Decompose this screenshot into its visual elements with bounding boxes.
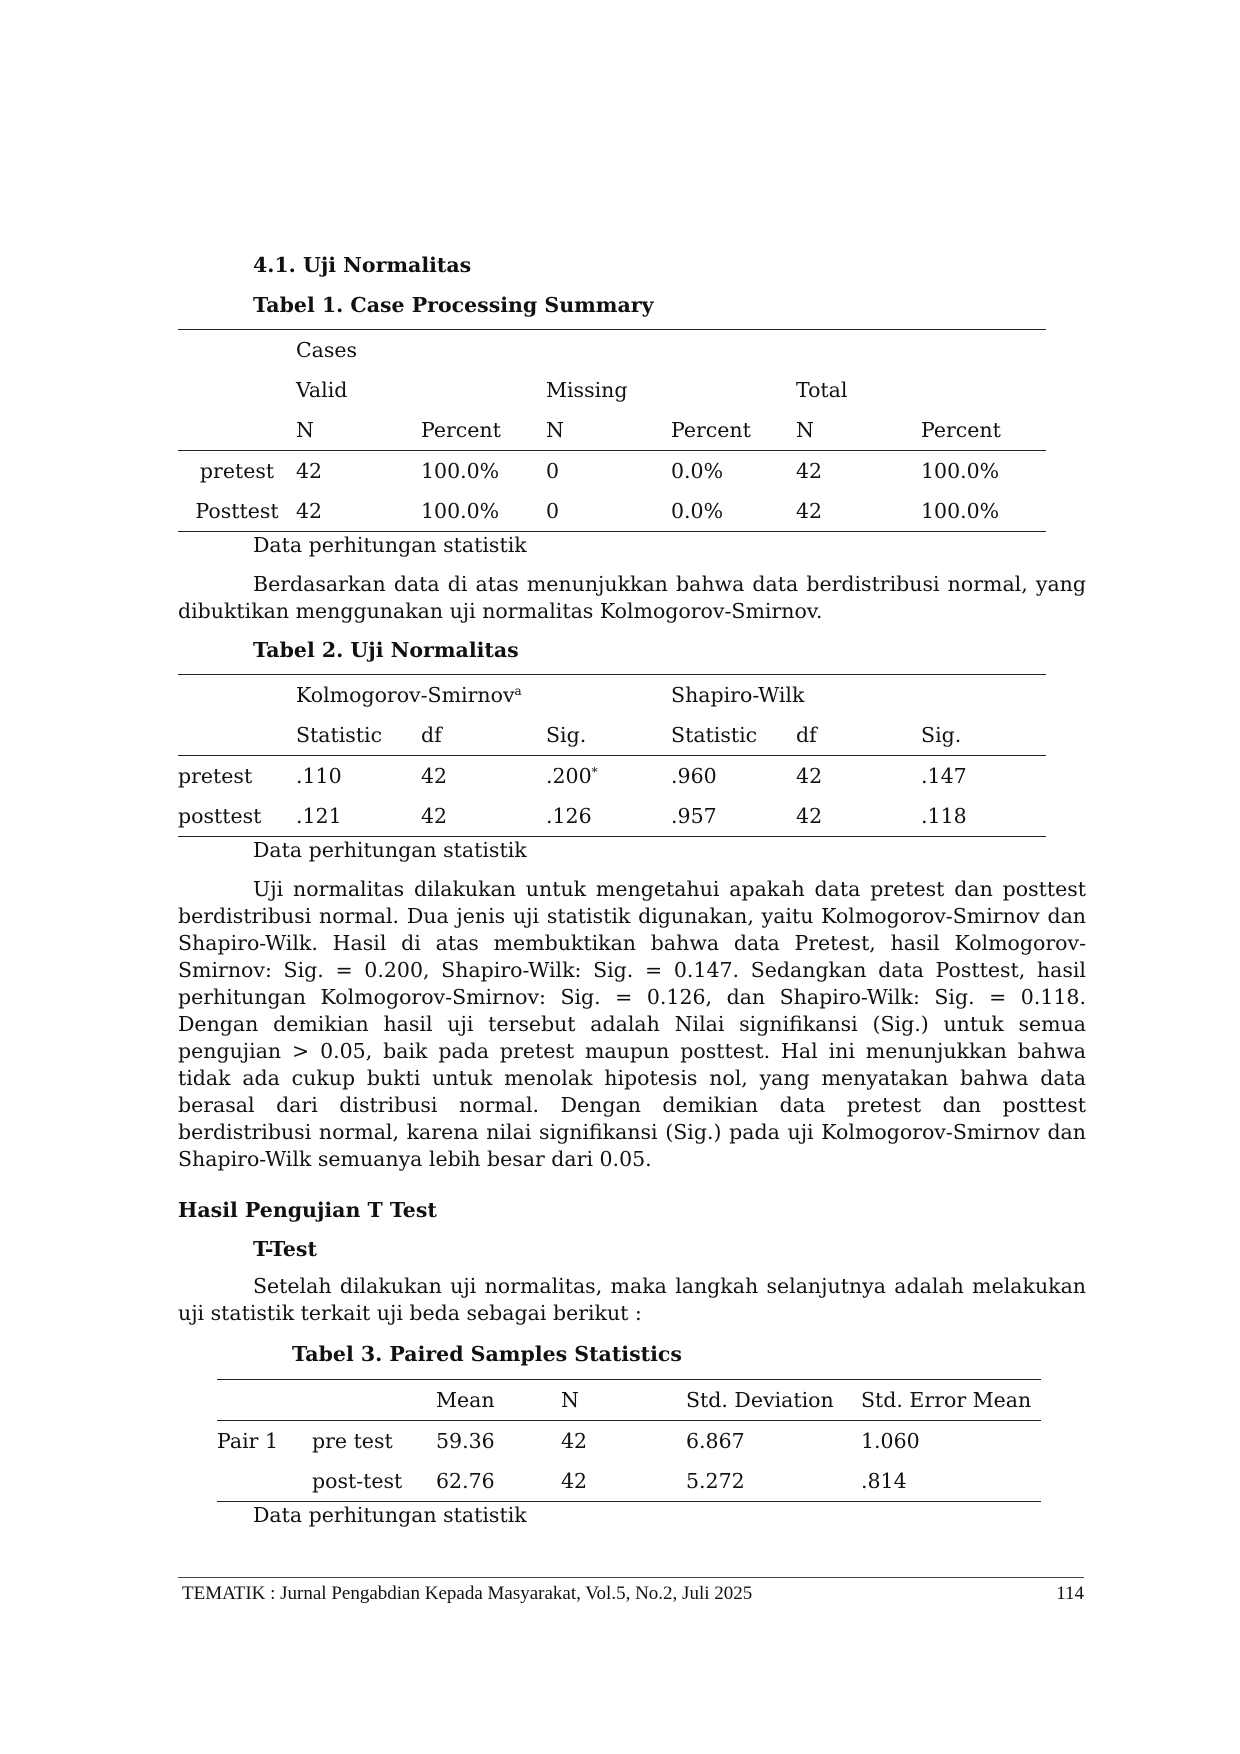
table1-column-header: N (296, 410, 421, 451)
table-cell: 42 (796, 459, 823, 483)
paragraph-1: Berdasarkan data di atas menunjukkan bahwa data berdistribusi normal, yang dibuktikan menggunakan uji normalitas Kolmogorov-Smirnov. (178, 572, 1086, 623)
table1-column-header: Percent (421, 410, 546, 451)
subheading-t-test: T-Test (253, 1237, 317, 1261)
paragraph-2: Uji normalitas dilakukan untuk mengetahui apakah data pretest dan posttest berdistribusi normal. Dua jenis uji statistik digunakan, yaitu Kolmogorov-Smirnov dan Shapiro-Wilk. Hasil di atas membuktikan bahwa data Pretest, hasil Kolmogorov-Smirnov: Sig. = 0.200, Shapiro-Wilk: Sig. = 0.147. Sedangkan data Posttest, hasil perhitungan Kolmogorov-Smirnov: Sig. = 0.126, dan Shapiro-Wilk: Sig. = 0.118. Dengan demikian hasil uji tersebut adalah Nilai signifikansi (Sig.) untuk semua pengujian > 0.05, baik pada pretest maupun posttest. Hal ini menunjukkan bahwa tidak ada cukup bukti untuk menolak hipotesis nol, yang menyatakan bahwa data berasal dari distribusi normal. Dengan demikian data pretest dan posttest berdistribusi normal, karena nilai signifikansi (Sig.) pada uji Kolmogorov-Smirnov dan Shapiro-Wilk semuanya lebih besar dari 0.05. (178, 877, 1086, 1171)
footer-journal: TEMATIK : Jurnal Pengabdian Kepada Masyarakat, Vol.5, No.2, Juli 2025 (182, 1583, 753, 1604)
table3-caption: Tabel 3. Paired Samples Statistics (292, 1342, 682, 1366)
heading-t-test-results: Hasil Pengujian T Test (178, 1198, 437, 1222)
table2-column-header: Statistic (296, 715, 421, 756)
table1-subheader: Missing (546, 378, 628, 402)
table1-caption: Tabel 1. Case Processing Summary (253, 293, 654, 317)
table1-row-label: pretest (199, 459, 275, 483)
table-cell: .957 (671, 796, 796, 837)
table2 (178, 674, 1046, 837)
table-row (178, 491, 1046, 532)
table1-column-header: Percent (671, 410, 796, 451)
table-cell: 0 (546, 491, 671, 532)
table1-note: Data perhitungan statistik (253, 533, 527, 557)
footer-divider (178, 1577, 1084, 1578)
table3-column-header: Std. Error Mean (861, 1380, 1041, 1421)
section-heading: 4.1. Uji Normalitas (253, 253, 472, 277)
table-cell: 42 (296, 491, 421, 532)
table-cell: 0.0% (671, 491, 796, 532)
table-cell: 42 (561, 1461, 686, 1502)
table-row (217, 1461, 1041, 1502)
table-row (217, 1421, 1041, 1462)
footnote-marker: a (514, 684, 522, 698)
table2-caption: Tabel 2. Uji Normalitas (253, 638, 519, 662)
table3 (217, 1379, 1041, 1502)
table2-column-header: Sig. (921, 715, 1046, 756)
table2-row-label: posttest (178, 796, 296, 837)
table-cell: 6.867 (686, 1429, 745, 1453)
table-row (178, 451, 1046, 492)
footnote-marker: * (591, 765, 598, 779)
table-cell: 100.0% (921, 491, 1046, 532)
table3-column-header: N (561, 1380, 686, 1421)
table2-column-header: Sig. (546, 715, 671, 756)
table3-row-label: pre test (312, 1429, 393, 1453)
table1-column-header: N (796, 410, 921, 451)
table-cell: .118 (921, 796, 1046, 837)
table-cell: .121 (296, 796, 421, 837)
table-cell: 42 (561, 1429, 588, 1453)
table2-column-header: df (796, 715, 921, 756)
paragraph-3: Setelah dilakukan uji normalitas, maka langkah selanjutnya adalah melakukan uji statistik terkait uji beda sebagai berikut : (178, 1274, 1086, 1325)
table2-note: Data perhitungan statistik (253, 838, 527, 862)
table1-group-header: Cases (296, 330, 1046, 371)
table-cell: .147 (921, 764, 967, 788)
table-cell: .200* (546, 764, 598, 788)
table-cell: 42 (296, 459, 323, 483)
table-cell: .126 (546, 796, 671, 837)
table1-subheader: Total (796, 378, 848, 402)
table-cell: 42 (796, 491, 921, 532)
table3-pair-label: Pair 1 (217, 1429, 279, 1453)
table1-subheader: Valid (296, 378, 348, 402)
table-cell: 42 (421, 796, 546, 837)
table-cell: 0 (546, 459, 560, 483)
table1 (178, 329, 1046, 532)
table2-column-header: df (421, 715, 546, 756)
table-row (178, 756, 1046, 797)
table3-note: Data perhitungan statistik (253, 1503, 527, 1527)
table1-column-header: N (546, 410, 671, 451)
table-cell: .960 (671, 764, 717, 788)
table2-group-header: Kolmogorov-Smirnov$^a$ (296, 675, 671, 716)
table1-corner (178, 330, 296, 371)
table-cell: 100.0% (421, 491, 546, 532)
table3-row-label: post-test (312, 1461, 436, 1502)
table-cell: 42 (421, 764, 448, 788)
table-cell: 5.272 (686, 1461, 861, 1502)
table1-column-header: Percent (921, 410, 1046, 451)
table1-row-label: Posttest (178, 491, 296, 532)
table-cell: 42 (796, 764, 823, 788)
table3-column-header: Std. Deviation (686, 1380, 861, 1421)
table3-column-header: Mean (436, 1380, 561, 1421)
table-cell: 62.76 (436, 1461, 561, 1502)
table-cell: .110 (296, 764, 342, 788)
table-row (178, 796, 1046, 837)
table2-row-label: pretest (178, 764, 253, 788)
table-cell: 59.36 (436, 1429, 495, 1453)
table-cell: 100.0% (421, 459, 500, 483)
table-cell: .814 (861, 1461, 1041, 1502)
table2-column-header: Statistic (671, 715, 796, 756)
table-cell: 0.0% (671, 459, 724, 483)
table-cell: 1.060 (861, 1429, 920, 1453)
table-cell: 42 (796, 796, 921, 837)
page-number: 114 (1056, 1583, 1084, 1604)
table-cell: 100.0% (921, 459, 1000, 483)
table2-group-header: Shapiro-Wilk (671, 675, 1046, 716)
